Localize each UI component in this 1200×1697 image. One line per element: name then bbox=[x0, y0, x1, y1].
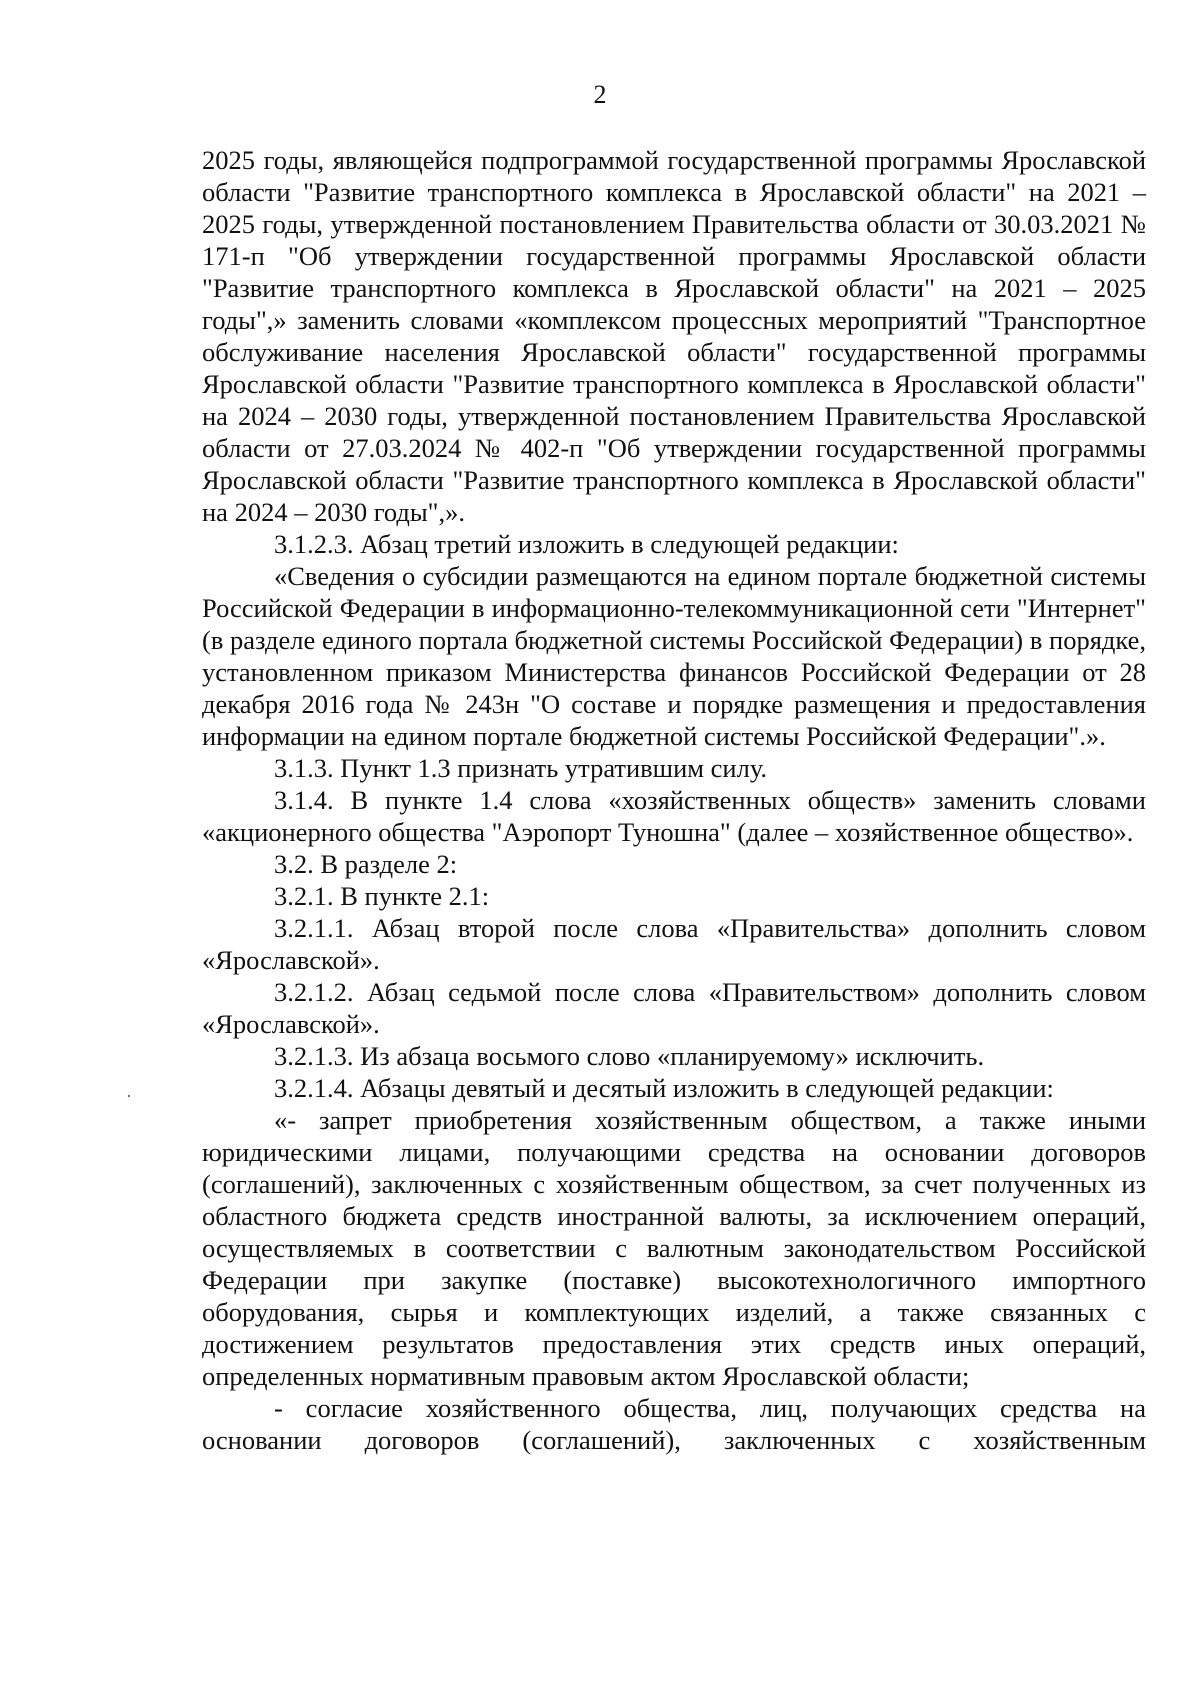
paragraph: «Сведения о субсидии размещаются на едином портале бюджетной системы Российской Федерации в информационно-телекоммуникационной сети "Интернет" (в разделе единого портала бюджетной системы Российской Федерации) в порядке, установленном приказом Министерства финансов Российской Федерации от 28 декабря 2016 года № 243н "О составе и порядке размещения и предоставления информации на едином портале бюджетной системы Российской Федерации".». bbox=[202, 561, 1146, 751]
paragraph: 3.2.1.1. Абзац второй после слова «Правительства» дополнить словом «Ярославской». bbox=[202, 913, 1146, 975]
page-number: 2 bbox=[593, 80, 607, 109]
paragraph: 3.2. В разделе 2: bbox=[274, 849, 458, 879]
paragraph: - согласие хозяйственного общества, лиц, получающих средства на основании договоров (соглашений), заключенных с хозяйственным bbox=[202, 1393, 1146, 1455]
document-body bbox=[202, 144, 1146, 1456]
paragraph: 3.1.3. Пункт 1.3 признать утратившим силу. bbox=[274, 753, 768, 783]
scan-speck bbox=[128, 1095, 130, 1097]
paragraph: «- запрет приобретения хозяйственным обществом, а также иными юридическими лицами, получающими средства на основании договоров (соглашений), заключенных с хозяйственным обществом, за счет полученных из областного бюджета средств иностранной валюты, за исключением операций, осуществляемых в соответствии с валютным законодательством Российской Федерации при закупке (поставке) высокотехнологичного импортного оборудования, сырья и комплектующих изделий, а также связанных с достижением результатов предоставления этих средств иных операций, определенных нормативным правовым актом Ярославской области; bbox=[202, 1105, 1146, 1391]
paragraph: 3.2.1. В пункте 2.1: bbox=[274, 881, 490, 911]
paragraph: 3.1.4. В пункте 1.4 слова «хозяйственных обществ» заменить словами «акционерного общества "Аэропорт Туношна" (далее – хозяйственное общество». bbox=[202, 785, 1146, 847]
paragraph: 3.2.1.3. Из абзаца восьмого слово «планируемому» исключить. bbox=[274, 1041, 985, 1071]
paragraph: 3.1.2.3. Абзац третий изложить в следующей редакции: bbox=[274, 529, 899, 559]
paragraph: 2025 годы, являющейся подпрограммой государственной программы Ярославской области "Развитие транспортного комплекса в Ярославской области" на 2021 – 2025 годы, утвержденной постановлением Правительства области от 30.03.2021 № 171-п "Об утверждении государственной программы Ярославской области "Развитие транспортного комплекса в Ярославской области" на 2021 – 2025 годы",» заменить словами «комплексом процессных мероприятий "Транспортное обслуживание населения Ярославской области" государственной программы Ярославской области "Развитие транспортного комплекса в Ярославской области" на 2024 – 2030 годы, утвержденной постановлением Правительства Ярославской области от 27.03.2024 № 402-п "Об утверждении государственной программы Ярославской области "Развитие транспортного комплекса в Ярославской области" на 2024 – 2030 годы",». bbox=[202, 145, 1146, 527]
paragraph: 3.2.1.2. Абзац седьмой после слова «Правительством» дополнить словом «Ярославской». bbox=[202, 977, 1146, 1039]
paragraph: 3.2.1.4. Абзацы девятый и десятый изложить в следующей редакции: bbox=[274, 1073, 1054, 1103]
